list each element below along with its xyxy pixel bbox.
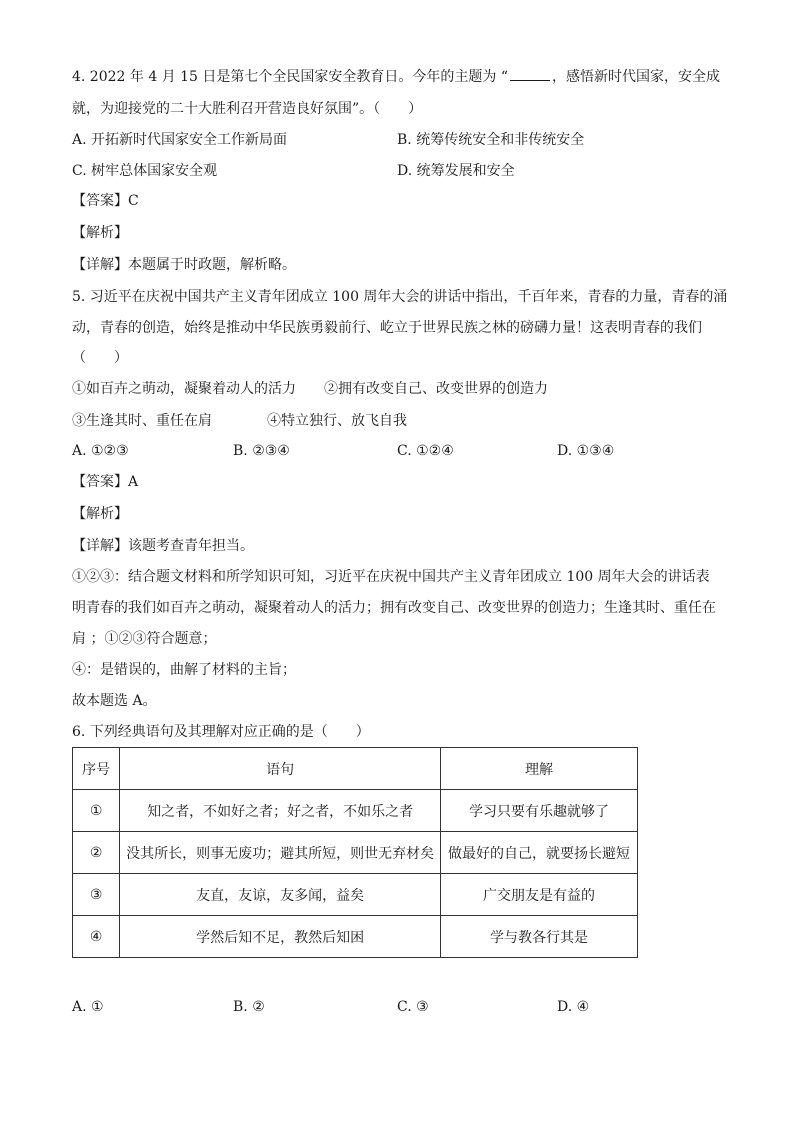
row-sentence: 友直，友谅，友多闻，益矣 bbox=[120, 874, 441, 916]
table-header-row bbox=[73, 748, 638, 790]
table-row bbox=[73, 790, 638, 832]
detail-tag: 【详解】 bbox=[72, 257, 128, 273]
answer-tag: 【答案】 bbox=[72, 193, 128, 209]
detail-tag: 【详解】 bbox=[72, 538, 128, 554]
q4-option-c: C. 树牢总体国家安全观 bbox=[72, 163, 218, 179]
q5-explanation-line-4: ④：是错误的，曲解了材料的主旨； bbox=[72, 662, 296, 678]
q5-option-c: C. ①②④ bbox=[397, 443, 454, 459]
q4-option-b: B. 统筹传统安全和非传统安全 bbox=[397, 132, 585, 148]
row-index: ① bbox=[73, 790, 120, 832]
row-understanding: 学习只要有乐趣就够了 bbox=[441, 790, 638, 832]
q5-conclusion: 故本题选 A。 bbox=[72, 693, 157, 709]
q5-explanation-line-3: 肩 ；①②③符合题意； bbox=[72, 631, 217, 647]
q6-table bbox=[72, 747, 638, 958]
q6-option-c: C. ③ bbox=[397, 999, 429, 1015]
q5-explanation-line-2: 明青春的我们如百卉之萌动，凝聚着动人的活力；拥有改变自己、改变世界的创造力；生逢其时、重任在 bbox=[72, 600, 716, 616]
q5-stem-line-3: （ ） bbox=[72, 350, 128, 366]
row-sentence: 知之者，不如好之者；好之者，不如乐之者 bbox=[120, 790, 441, 832]
q5-stem-line-1: 5. 习近平在庆祝中国共产主义青年团成立 100 周年大会的讲话中指出，千百年来，青春的力量，青春的涌 bbox=[72, 289, 728, 305]
q5-option-b: B. ②③④ bbox=[233, 443, 290, 459]
q5-statement-3: ③生逢其时、重任在肩 bbox=[72, 413, 212, 429]
row-understanding: 广交朋友是有益的 bbox=[441, 874, 638, 916]
table-row bbox=[73, 832, 638, 874]
q4-stem-line-2: 就，为迎接党的二十大胜利召开营造良好氛围”。（ ） bbox=[72, 101, 423, 117]
row-sentence: 学然后知不足，教然后知困 bbox=[120, 916, 441, 958]
answer-value: C bbox=[128, 193, 139, 209]
row-index: ② bbox=[73, 832, 120, 874]
q6-stem: 6. 下列经典语句及其理解对应正确的是（ ） bbox=[72, 724, 370, 740]
q5-statement-4: ④特立独行、放飞自我 bbox=[267, 413, 407, 429]
row-understanding: 做最好的自己，就要扬长避短 bbox=[441, 832, 638, 874]
answer-value: A bbox=[128, 474, 139, 490]
q5-statement-2: ②拥有改变自己、改变世界的创造力 bbox=[324, 381, 548, 397]
table-row bbox=[73, 916, 638, 958]
row-sentence: 没其所长，则事无废功；避其所短，则世无弃材矣 bbox=[120, 832, 441, 874]
q5-analysis-tag: 【解析】 bbox=[72, 506, 128, 522]
q4-option-d: D. 统筹发展和安全 bbox=[397, 163, 515, 179]
q5-stem-line-2: 动，青春的创造，始终是推动中华民族勇毅前行、屹立于世界民族之林的磅礴力量！这表明青春的我们 bbox=[72, 320, 702, 336]
q5-statement-1: ①如百卉之萌动，凝聚着动人的活力 bbox=[72, 381, 296, 397]
header-index: 序号 bbox=[73, 748, 120, 790]
q4-stem-line-1 bbox=[72, 66, 720, 87]
table-row bbox=[73, 874, 638, 916]
header-sentence: 语句 bbox=[120, 748, 441, 790]
row-understanding: 学与教各行其是 bbox=[441, 916, 638, 958]
q6-option-a: A. ① bbox=[72, 999, 104, 1015]
q4-analysis-tag: 【解析】 bbox=[72, 225, 128, 241]
q5-explanation-line-1: ①②③：结合题文材料和所学知识可知，习近平在庆祝中国共产主义青年团成立 100 周年大会的讲话表 bbox=[72, 569, 710, 585]
q4-answer bbox=[72, 191, 139, 211]
q4-stem-part-2: ，感悟新时代国家，安全成 bbox=[552, 69, 721, 85]
q5-detail bbox=[72, 536, 254, 556]
q5-option-d: D. ①③④ bbox=[557, 443, 615, 459]
answer-tag: 【答案】 bbox=[72, 474, 128, 490]
row-index: ③ bbox=[73, 874, 120, 916]
q4-stem-part-1: 4. 2022 年 4 月 15 日是第七个全民国家安全教育日。今年的主题为 “ bbox=[72, 69, 509, 85]
q5-option-a: A. ①②③ bbox=[72, 443, 129, 459]
row-index: ④ bbox=[73, 916, 120, 958]
header-understanding: 理解 bbox=[441, 748, 638, 790]
q4-detail bbox=[72, 255, 296, 275]
q6-option-d: D. ④ bbox=[557, 999, 590, 1015]
q4-option-a: A. 开拓新时代国家安全工作新局面 bbox=[72, 132, 288, 148]
q5-answer bbox=[72, 472, 138, 492]
q4-blank bbox=[510, 66, 550, 81]
detail-text: 本题属于时政题，解析略。 bbox=[128, 257, 296, 273]
detail-text: 该题考查青年担当。 bbox=[128, 538, 254, 554]
q6-option-b: B. ② bbox=[233, 999, 265, 1015]
